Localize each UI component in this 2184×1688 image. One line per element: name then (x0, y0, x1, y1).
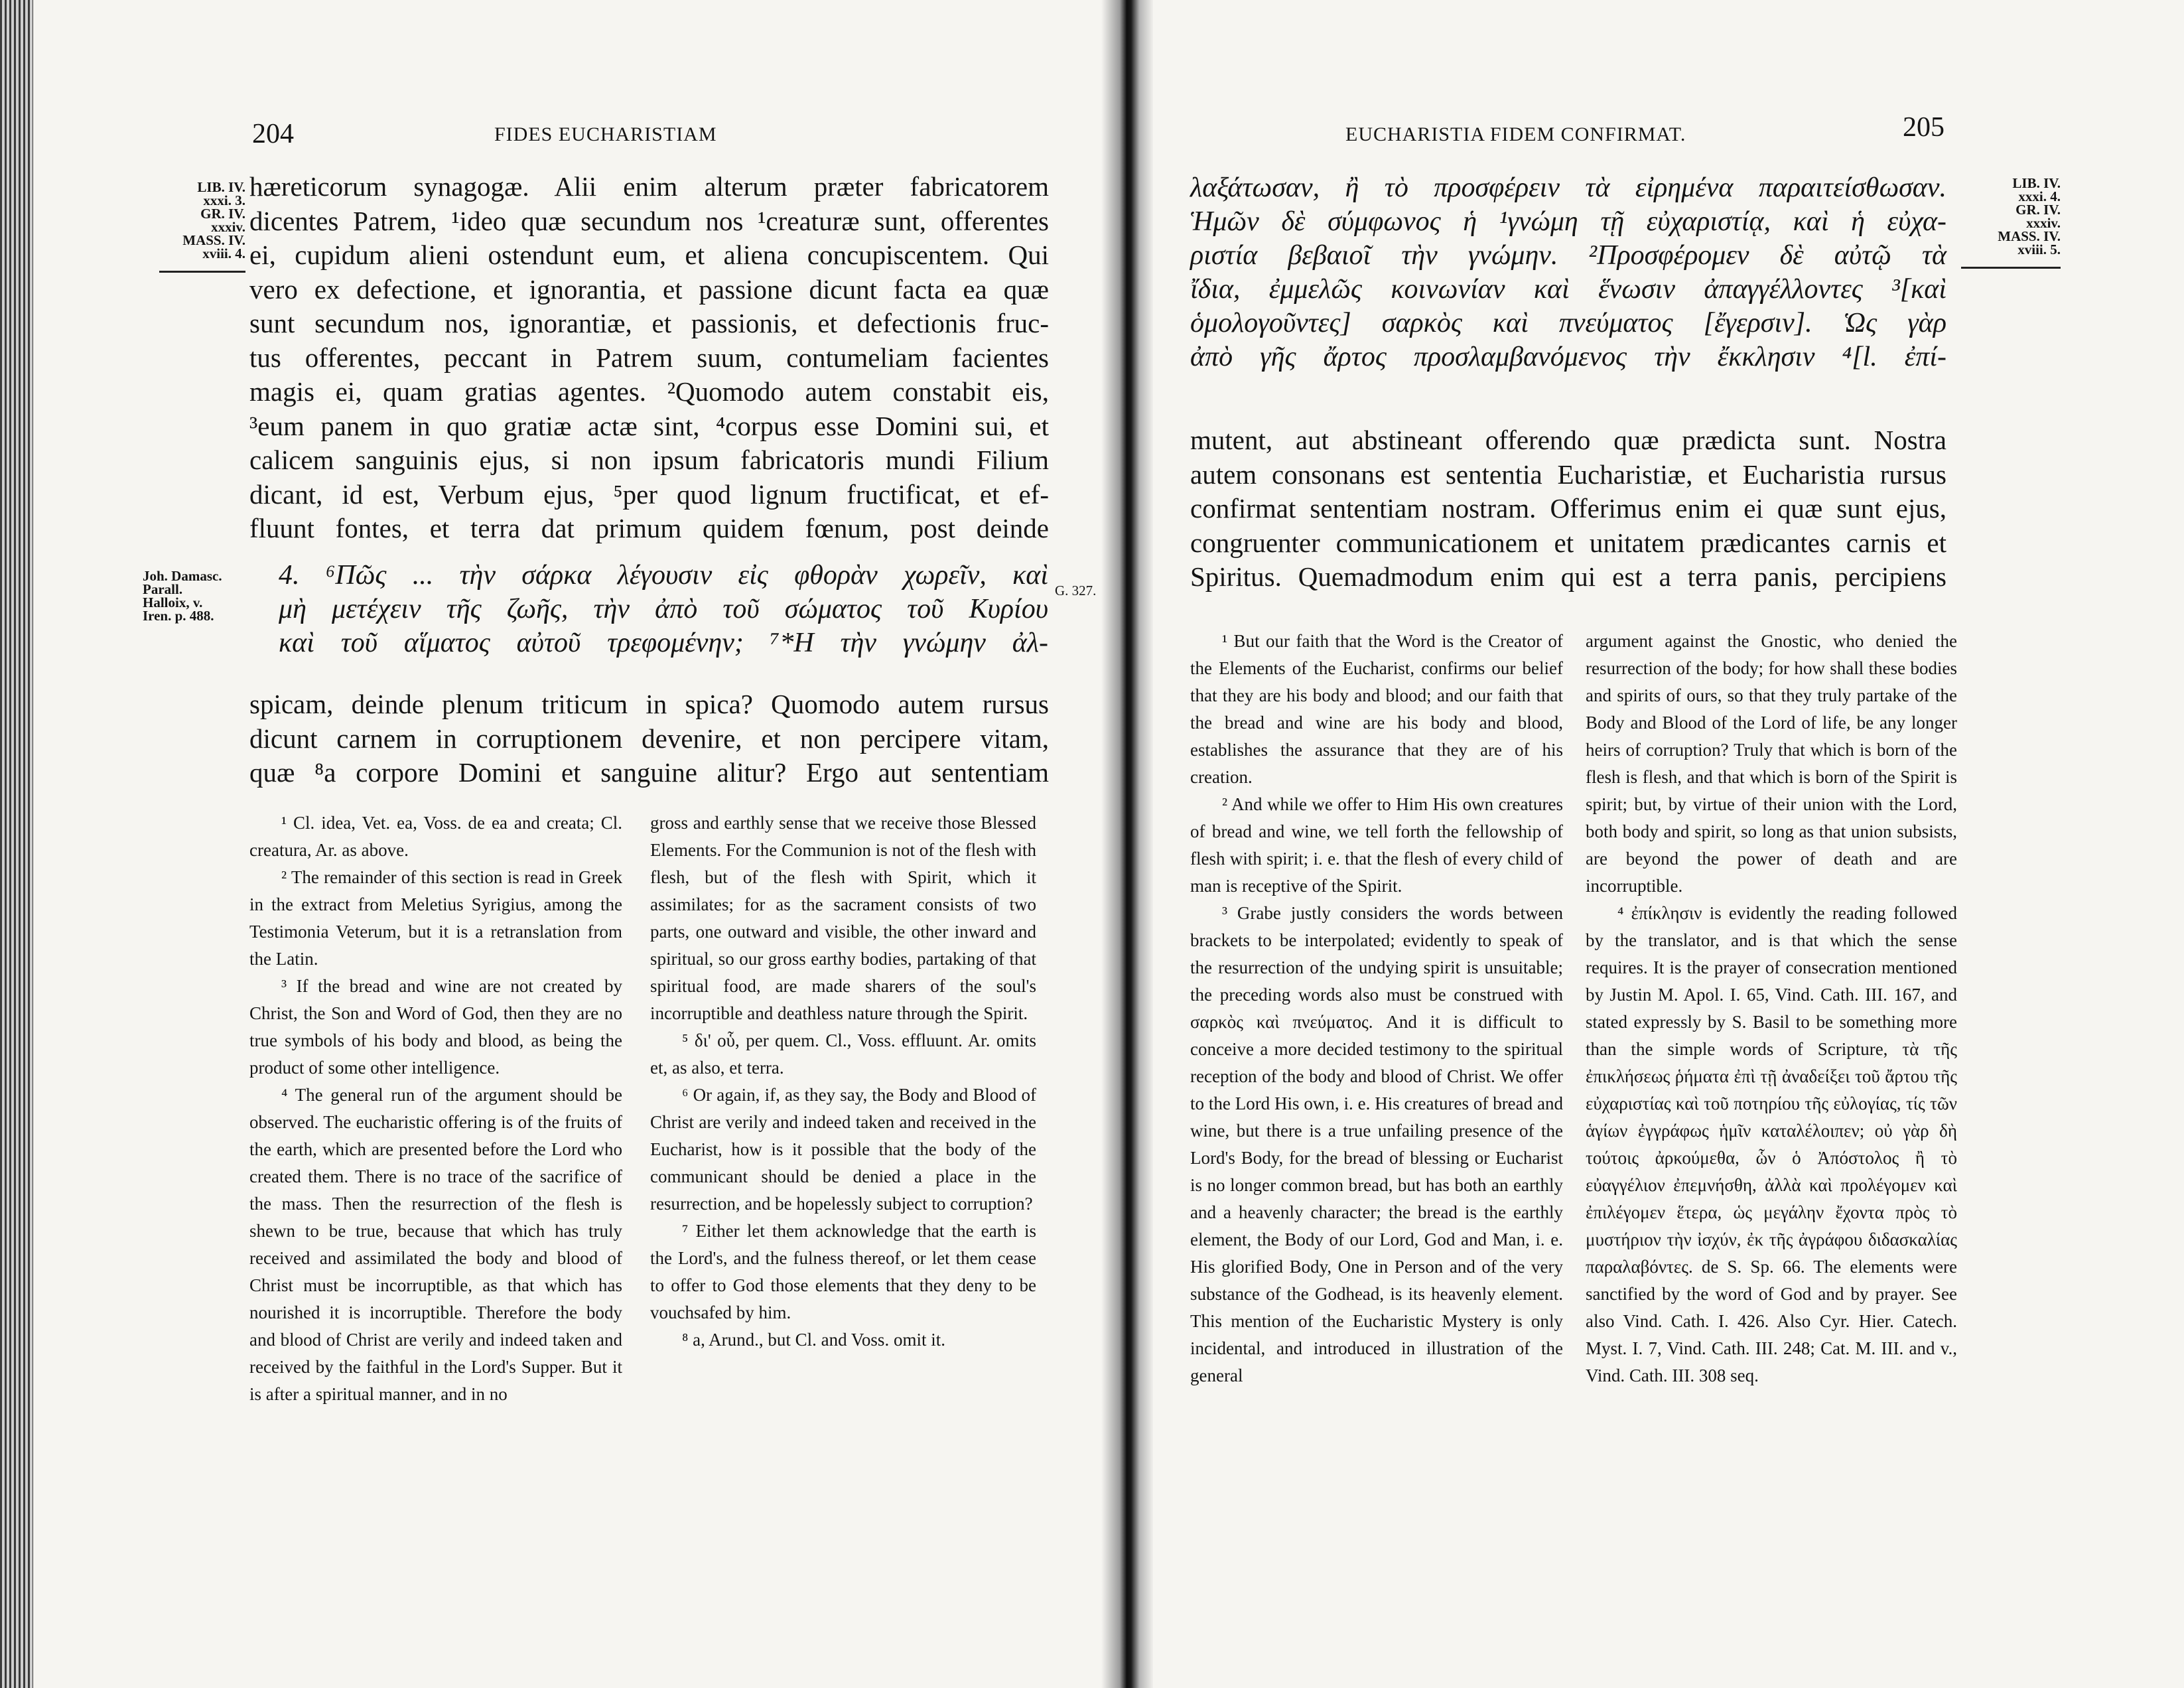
text-line: Spiritus. Quemadmodum enim qui est a terra panis, percipiens (1190, 561, 1946, 592)
text-line: ριστία βεβαιοῖ τὴν γνώμην. ²Προσφέρομεν δὲ αὐτῷ τὰ (1190, 240, 1946, 271)
page-number: 204 (252, 119, 294, 149)
margin-rule (1961, 267, 2061, 269)
footnote: ² The remainder of this section is read in Greek in the extract from Meletius Syrigius, among the Testimonia Veterum, but it is a retranslation from the Latin. (249, 867, 622, 969)
text-line: autem consonans est sententia Eucharistiæ, et Eucharistia rursus (1190, 458, 1946, 490)
text-line: καὶ τοῦ αἵματος αὐτοῦ τρεφομένην; ⁷*Η τὴν γνώμην ἀλ- (279, 628, 1048, 658)
footnote: ⁷ Either let them acknowledge that the earth is the Lord's, and the fulness thereof, or let them cease to offer to God those elements that they deny to be vouchsafed by him. (650, 1221, 1036, 1322)
footnote: ³ If the bread and wine are not created by Christ, the Son and Word of God, then they are no true symbols of his body and blood, as being the product of some other intelligence. (249, 976, 622, 1078)
text-line: Ἡμῶν δὲ σύμφωνος ἡ ¹γνώμη τῇ εὐχαριστίᾳ, καὶ ἡ εὐχα- (1190, 206, 1946, 237)
footnote: ² And while we offer to Him His own creatures of bread and wine, we tell forth the fellowship of flesh with spirit; i. e. that the flesh of every child of man is receptive of the Spirit. (1190, 794, 1563, 896)
running-head: EUCHARISTIA FIDEM CONFIRMAT. (1345, 123, 1686, 145)
text-line: 4. ⁶Πῶς ... τὴν σάρκα λέγουσιν εἰς φθορὰν χωρεῖν, καὶ (279, 560, 1048, 591)
latin-text-bottom (249, 687, 1049, 790)
margin-ref-line: LIB. IV. (2012, 175, 2061, 191)
text-line: dicentes Patrem, ¹ideo quæ secundum nos ¹creaturæ sunt, offerentes (249, 205, 1049, 236)
text-line: ³eum panem in quo gratiæ actæ sint, ⁴corpus esse Domini sui, et (249, 410, 1049, 441)
margin-reference-right: G. 327. (1055, 583, 1097, 598)
margin-ref-line: Joh. Damasc. (143, 568, 222, 584)
margin-ref-line: GR. IV. (2015, 202, 2061, 218)
margin-reference (1961, 176, 2061, 256)
footnote: argument against the Gnostic, who denied the resurrection of the body; for how shall these bodies and spirits of ours, so that they truly partake of the Body and Blood of the Lord of life, be any longer heirs of corruption? Truly that which is born of the flesh is flesh, and that which is born of the Spirit is spirit; but, by virtue of their union with the Lord, both body and spirit, so long as that union subsists, are beyond the power of death and are incorruptible. (1586, 631, 1957, 896)
footnote: ¹ But our faith that the Word is the Creator of the Elements of the Eucharist, confirms our belief that they are his body and blood; and our faith that the bread and wine are his body and blood, establishes the assurance that they are of his creation. (1190, 631, 1563, 787)
margin-reference (143, 569, 249, 622)
text-line: ὁμολογοῦντες] σαρκὸς καὶ πνεύματος [ἔγερσιν]. Ὡς γὰρ (1190, 308, 1946, 338)
margin-ref-line: xxxiv. (2026, 215, 2061, 231)
footnote: gross and earthly sense that we receive those Blessed Elements. For the Communion is not of the flesh with flesh, but of the flesh with Spirit, which it assimilates; for as the sacrament consists of two parts, one outward and visible, the other inward and spiritual, so our gross earthy bodies, partaking of that spiritual food, are made sharers of the soul's incorruptible and deathless nature through the Spirit. (650, 813, 1036, 1023)
margin-ref-line: Halloix, v. (143, 595, 203, 610)
text-line: vero ex defectione, et ignorantia, et passione dicunt facta ea quæ (249, 273, 1049, 305)
latin-text-top (249, 170, 1049, 546)
text-line: quæ ⁸a corpore Domini et sanguine alitur? Ergo aut sententiam (249, 757, 1049, 788)
binding-edge (0, 0, 33, 1688)
book-gutter (1101, 0, 1154, 1688)
footnote: ¹ Cl. idea, Vet. ea, Voss. de ea and creata; Cl. creatura, Ar. as above. (249, 813, 622, 860)
margin-ref-line: xviii. 4. (202, 246, 245, 261)
margin-ref-line: xxxiv. (211, 219, 245, 235)
margin-ref-line: xxxi. 4. (2018, 188, 2061, 204)
footnotes-column-2 (650, 809, 1036, 1354)
text-line: hæreticorum synagogæ. Alii enim alterum præter fabricatorem (249, 171, 1049, 202)
text-line: congruenter communicationem et unitatem prædicantes carnis et (1190, 527, 1946, 558)
margin-reference (159, 180, 245, 260)
text-line: tus offerentes, peccant in Patrem suum, contumeliam facientes (249, 342, 1049, 373)
margin-ref-line: Iren. p. 488. (143, 608, 214, 624)
text-line: λαξάτωσαν, ἢ τὸ προσφέρειν τὰ εἰρημένα παραιτείσθωσαν. (1190, 173, 1946, 203)
page-number: 205 (1903, 112, 1945, 143)
footnote: ⁴ The general run of the argument should be observed. The eucharistic offering is of the fruits of the earth, which are presented before the Lord who created them. There is no trace of the sacrifice of the mass. Then the resurrection of the flesh is shewn to be true, because that which has truly received and assimilated the body and blood of Christ must be incorruptible, as that which has nourished it is incorruptible. Therefore the body and blood of Christ are verily and indeed taken and received by the faithful in the Lord's Supper. But it is after a spiritual manner, and in no (249, 1085, 622, 1404)
margin-ref-line: Parall. (143, 581, 183, 597)
text-line: dicant, id est, Verbum ejus, ⁵per quod lignum fructificat, et ef- (249, 478, 1049, 510)
margin-rule (159, 271, 245, 273)
running-head: FIDES EUCHARISTIAM (494, 123, 717, 145)
left-page (33, 0, 1103, 1688)
text-line: fluunt fontes, et terra dat primum quidem fœnum, post deinde (249, 513, 1049, 543)
text-line: dicunt carnem in corruptionem devenire, et non percipere vitam, (249, 723, 1049, 754)
margin-ref-line: LIB. IV. (197, 179, 245, 195)
margin-ref-line: MASS. IV. (182, 232, 245, 248)
footnotes-column-1 (1190, 628, 1563, 1389)
margin-ref-line: MASS. IV. (1998, 228, 2061, 244)
footnote: ³ Grabe justly considers the words between brackets to be interpolated; evidently to speak of the resurrection of the undying spirit is unsuitable; the preceding words also must be construed with σαρκὸς καὶ πνεύματος. And it is difficult to conceive a more decided testimony to the spiritual reception of the body and blood of Christ. We offer to the Lord His own, i. e. His creatures of bread and wine, but there is a true unfailing presence of the Lord's Body, for the bread of blessing or Eucharist is no longer common bread, but has both an earthly and a heavenly character; the bread is the earthly element, the Body of our Lord, God and Man, i. e. His glorified Body, One in Person and of the very substance of the Godhead, is its heavenly element. This mention of the Eucharistic Mystery is only incidental, and introduced in illustration of the general (1190, 903, 1563, 1385)
text-line: calicem sanguinis ejus, si non ipsum fabricatoris mundi Filium (249, 445, 1049, 475)
greek-text (279, 559, 1048, 660)
text-line: ἀπὸ γῆς ἄρτος προσλαμβανόμενος τὴν ἔκκλησιν ⁴[l. ἐπί- (1190, 342, 1946, 372)
footnote: ⁵ δι' οὗ, per quem. Cl., Voss. effluunt. Ar. omits et, as also, et terra. (650, 1030, 1036, 1078)
text-line: μὴ μετέχειν τῆς ζωῆς, τὴν ἀπὸ τοῦ σώματος τοῦ Κυρίου (279, 594, 1048, 624)
footnote: ⁸ a, Arund., but Cl. and Voss. omit it. (682, 1330, 945, 1350)
footnote: ⁴ ἐπίκλησιν is evidently the reading followed by the translator, and is that which the sense requires. It is the prayer of consecration mentioned by Justin M. Apol. I. 65, Vind. Cath. III. 167, and stated expressly by S. Basil to be something more than the simple words of Scripture, τὰ τῆς ἐπικλήσεως ῥήματα ἐπὶ τῇ ἀναδείξει τοῦ ἄρτου τῆς εὐχαριστίας καὶ τοῦ ποτηρίου τῆς εὐλογίας, τίς τῶν ἁγίων ἐγγράφως ἡμῖν καταλέλοιπεν; οὐ γὰρ δὴ τούτοις ἀρκούμεθα, ὧν ὁ Ἀπόστολος ἢ τὸ εὐαγγέλιον ἐπεμνήσθη, ἀλλὰ καὶ προλέγομεν καὶ ἐπιλέγομεν ἕτερα, ὡς μεγάλην ἔχοντα πρὸς τὸ μυστήριον τὴν ἰσχύν, ἐκ τῆς ἀγράφου διδασκαλίας παραλαβόντες. de S. Sp. 66. The elements were sanctified by the word of God and by prayer. See also Vind. Cath. I. 426. Also Cyr. Hier. Catech. Myst. I. 7, Vind. Cath. III. 248; Cat. M. III. and v., Vind. Cath. III. 308 seq. (1586, 903, 1957, 1385)
greek-text (1190, 171, 1946, 374)
footnote: ⁶ Or again, if, as they say, the Body and Blood of Christ are verily and indeed taken and received in the Eucharist, how is it possible that the body of the communicant should be denied a place in the resurrection, and be hopelessly subject to corruption? (650, 1085, 1036, 1214)
text-line: mutent, aut abstineant offerendo quæ prædicta sunt. Nostra (1190, 425, 1946, 455)
text-line: ἴδια, ἐμμελῶς κοινωνίαν καὶ ἕνωσιν ἀπαγγέλλοντες ³[καὶ (1190, 274, 1946, 305)
text-line: spicam, deinde plenum triticum in spica? Quomodo autem rursus (249, 689, 1049, 719)
text-line: magis ei, quam gratias agentes. ²Quomodo autem constabit eis, (249, 376, 1049, 407)
margin-ref-line: xxxi. 3. (203, 192, 245, 208)
latin-text (1190, 423, 1946, 595)
right-page (1153, 0, 2184, 1688)
margin-ref-line: xviii. 5. (2017, 242, 2061, 257)
footnotes-column-2 (1586, 628, 1957, 1389)
text-line: confirmat sententiam nostram. Offerimus enim ei quæ sunt ejus, (1190, 493, 1946, 524)
footnotes-column-1 (249, 809, 622, 1408)
text-line: sunt secundum nos, ignorantiæ, et passionis, et defectionis fruc- (249, 308, 1049, 338)
margin-ref-line: GR. IV. (200, 206, 245, 222)
text-line: ei, cupidum alieni ostendunt eum, et aliena concupiscentem. Qui (249, 240, 1049, 270)
